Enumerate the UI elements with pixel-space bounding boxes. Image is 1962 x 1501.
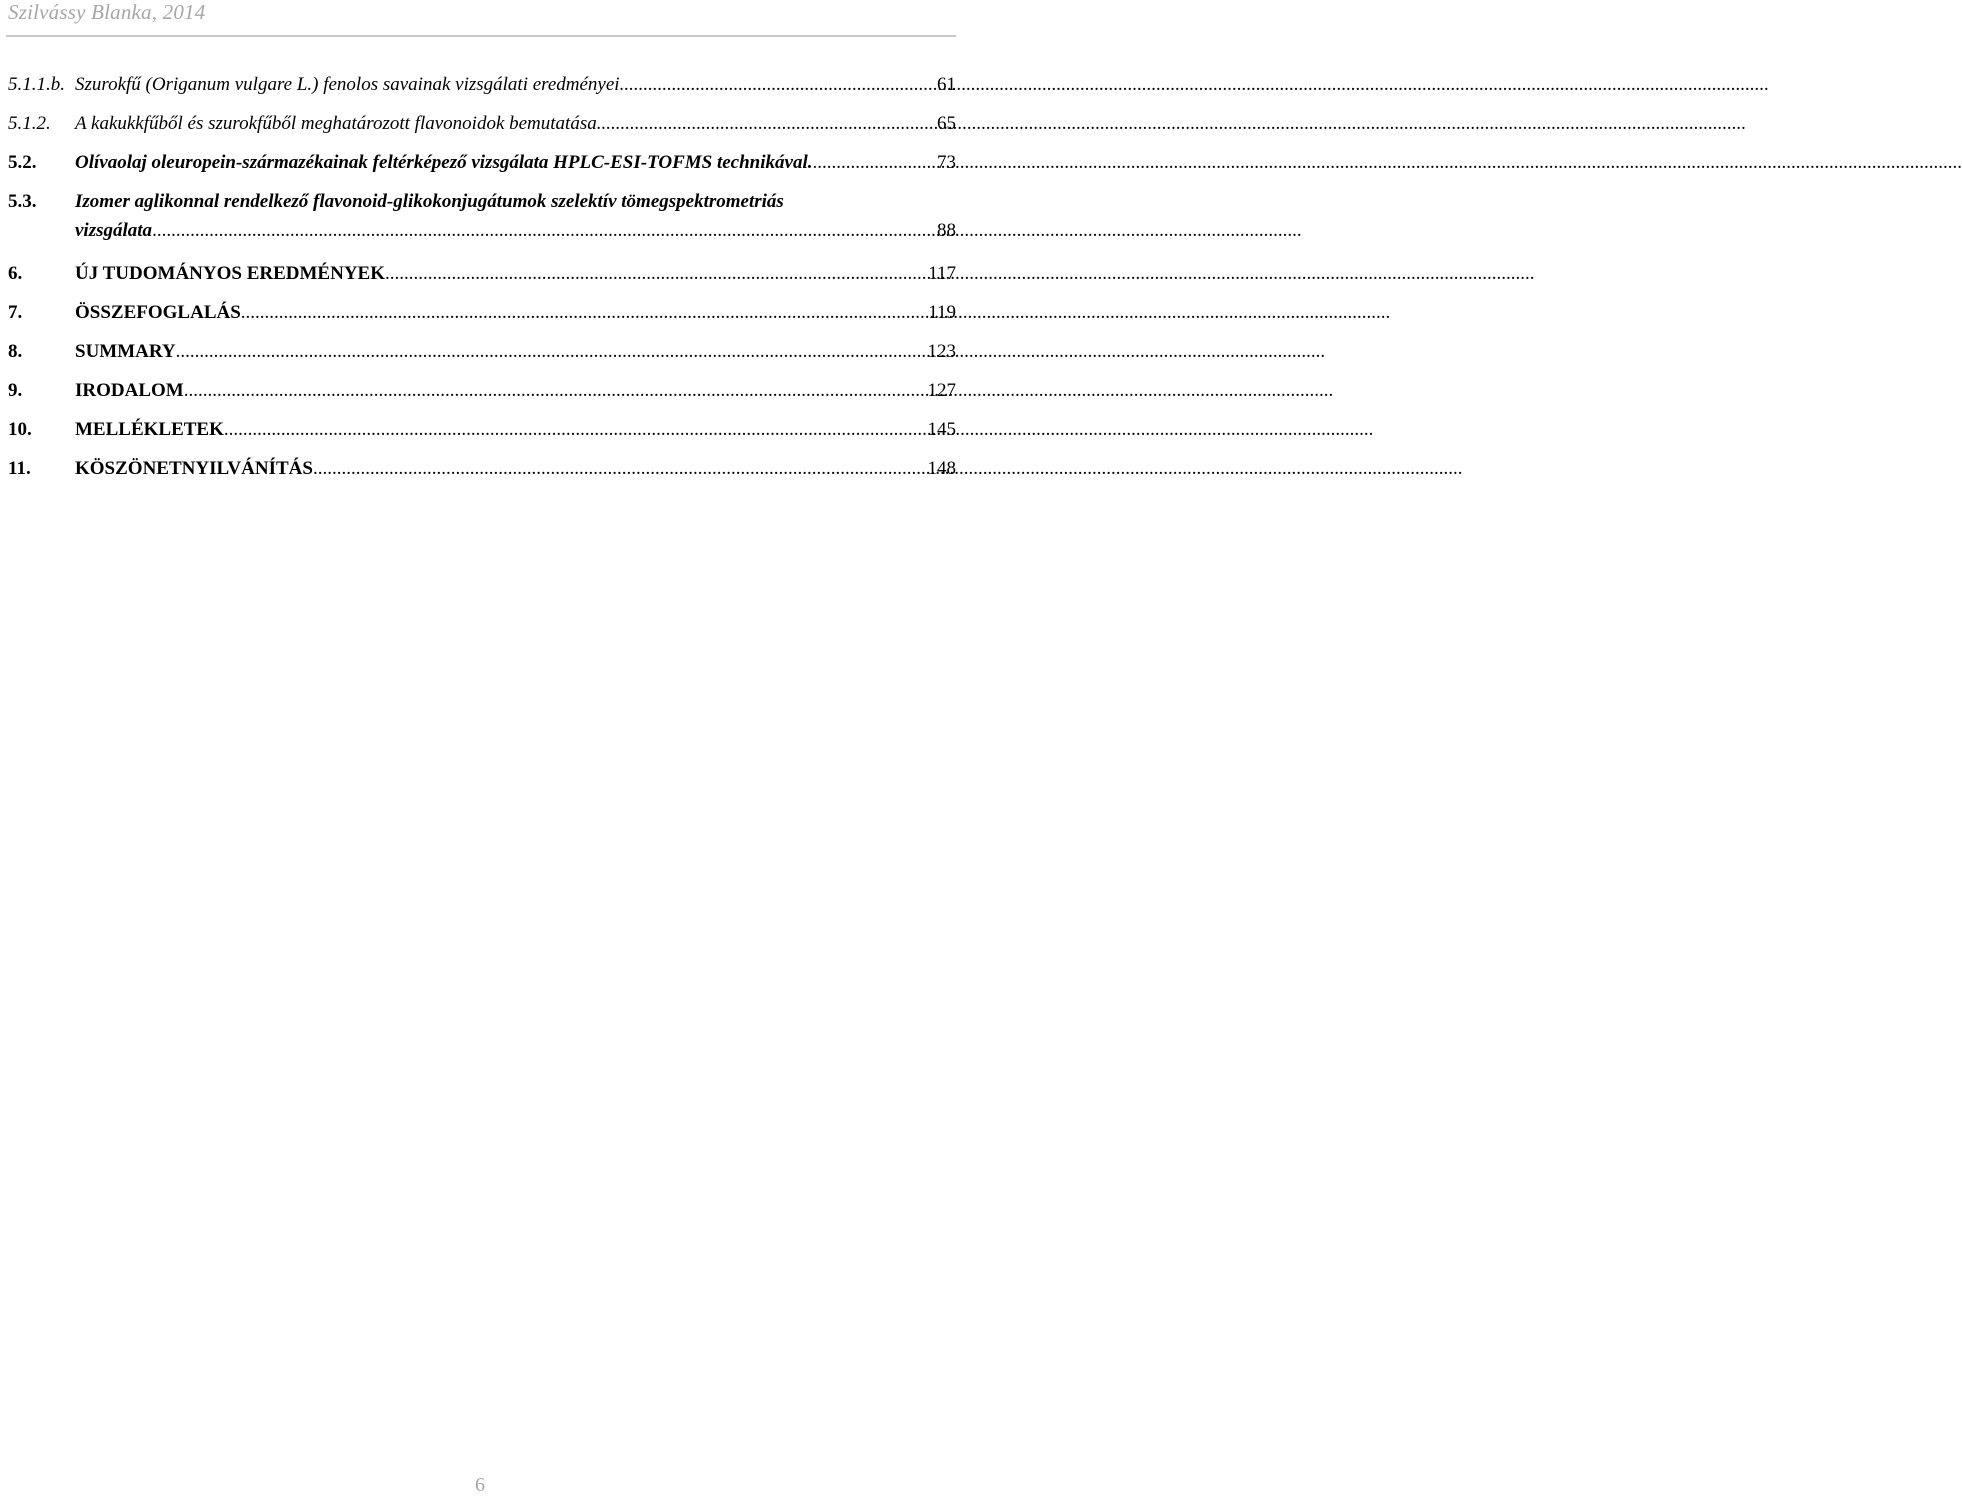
toc-entry-number: 5.1.1.b. (8, 74, 65, 95)
toc-entry[interactable] (8, 189, 956, 243)
dot-leader (241, 300, 925, 325)
toc-entry-title: A kakukkfűből és szurokfűből meghatározott flavonoidok bemutatása (75, 113, 597, 134)
toc-entry[interactable] (8, 111, 956, 136)
toc-entry[interactable] (8, 339, 956, 364)
toc-entry-number: 6. (8, 263, 23, 284)
dot-leader (812, 150, 934, 175)
page-number: 6 (475, 1474, 485, 1496)
toc-entry-title: KÖSZÖNETNYILVÁNÍTÁS (75, 458, 313, 479)
toc-entry[interactable] (8, 456, 956, 481)
toc-entry-page: 117 (928, 263, 956, 284)
dot-leader (597, 111, 934, 136)
dot-leader (152, 218, 934, 243)
toc-entry-page: 88 (937, 220, 956, 241)
toc-entry-number: 11. (8, 458, 31, 479)
dot-leader (313, 456, 925, 481)
toc-entry[interactable] (8, 72, 956, 97)
toc-entry-title: ÖSSZEFOGLALÁS (75, 302, 241, 323)
toc-entry-number: 10. (8, 419, 32, 440)
toc-entry-title: Izomer aglikonnal rendelkező flavonoid-glikokonjugátumok szelektív tömegspektrometriás (75, 191, 784, 212)
toc-entry-page: 73 (937, 152, 956, 173)
toc-entry-page: 61 (937, 74, 956, 95)
toc-entry-title: SUMMARY (75, 341, 176, 362)
toc-entry-page: 119 (928, 302, 956, 323)
toc-entry-number: 9. (8, 380, 23, 401)
header-divider (6, 35, 956, 37)
toc-entry[interactable] (8, 417, 956, 442)
toc-entry-title: IRODALOM (75, 380, 184, 401)
table-of-contents (8, 72, 956, 479)
toc-entry-number: 5.2. (8, 152, 37, 173)
dot-leader (385, 261, 925, 286)
dot-leader (224, 417, 925, 442)
toc-entry-number: 8. (8, 341, 23, 362)
toc-entry-page: 123 (927, 341, 956, 362)
toc-entry-title: Szurokfű (Origanum vulgare L.) fenolos savainak vizsgálati eredményei (75, 74, 620, 95)
running-header-title: Szilvássy Blanka, 2014 (8, 0, 206, 24)
toc-entry-number: 7. (8, 302, 23, 323)
toc-entry[interactable] (8, 150, 956, 175)
dot-leader (620, 72, 934, 97)
toc-entry-page: 148 (927, 458, 956, 479)
toc-entry-page: 145 (927, 419, 956, 440)
toc-entry-title: Olívaolaj oleuropein-származékainak feltérképező vizsgálata HPLC-ESI-TOFMS technikával. (75, 152, 813, 173)
toc-entry-page: 127 (927, 380, 956, 401)
toc-entry-number: 5.1.2. (8, 113, 51, 134)
toc-entry-page: 65 (937, 113, 956, 134)
dot-leader (184, 378, 925, 403)
toc-entry-title: ÚJ TUDOMÁNYOS EREDMÉNYEK (75, 263, 386, 284)
toc-entry[interactable] (8, 300, 956, 325)
toc-entry[interactable] (8, 378, 956, 403)
toc-entry-title: MELLÉKLETEK (75, 419, 224, 440)
toc-entry[interactable] (8, 261, 956, 286)
toc-entry-number: 5.3. (8, 191, 37, 212)
toc-entry-title-continuation: vizsgálata (75, 220, 153, 241)
dot-leader (176, 339, 925, 364)
